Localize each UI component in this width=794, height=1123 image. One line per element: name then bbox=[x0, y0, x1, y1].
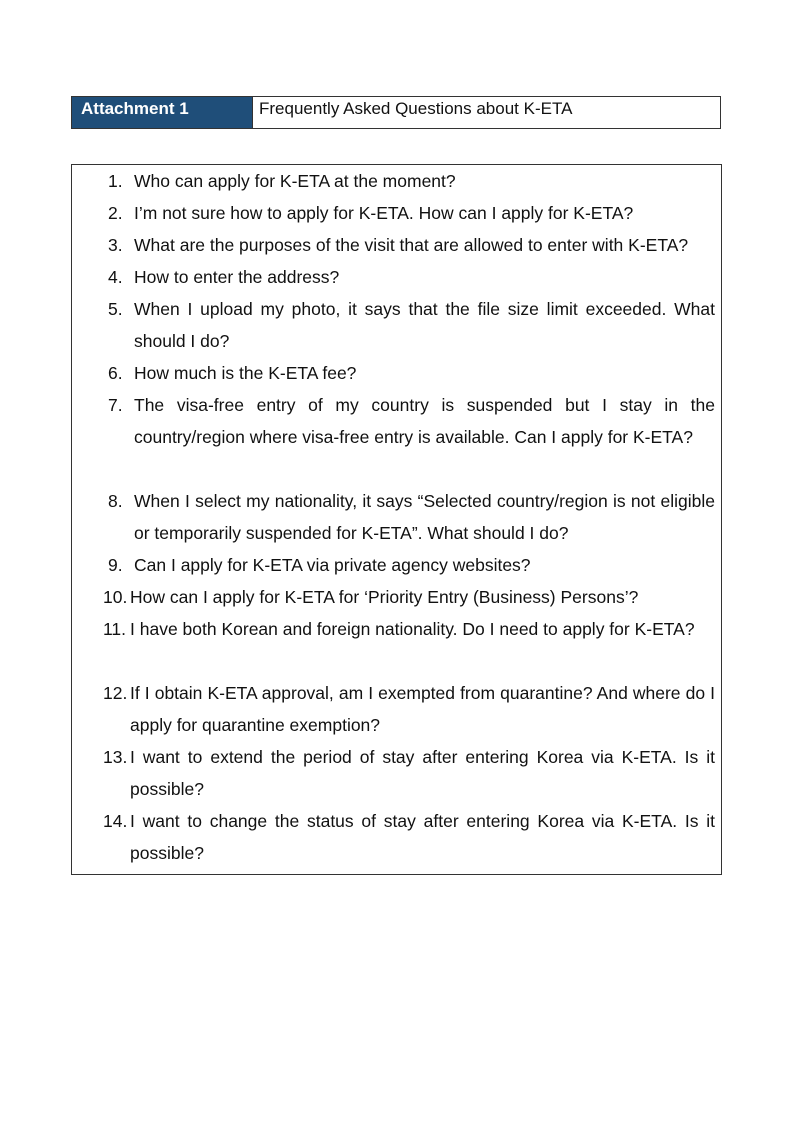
faq-number: 2. bbox=[108, 203, 123, 223]
faq-item-6 bbox=[72, 357, 721, 389]
faq-question: I have both Korean and foreign nationality. Do I need to apply for K-ETA? bbox=[130, 619, 695, 639]
faq-item-1 bbox=[72, 165, 721, 197]
faq-question: How to enter the address? bbox=[134, 267, 340, 287]
attachment-header bbox=[71, 96, 721, 129]
faq-number: 12. bbox=[103, 683, 128, 703]
faq-question: I want to extend the period of stay after entering Korea via K-ETA. Is it possible? bbox=[130, 747, 715, 799]
faq-number: 1. bbox=[108, 171, 123, 191]
faq-question: I’m not sure how to apply for K-ETA. How can I apply for K-ETA? bbox=[134, 203, 634, 223]
faq-item-10 bbox=[72, 581, 721, 613]
faq-item-14 bbox=[72, 805, 721, 869]
faq-number: 10. bbox=[103, 587, 128, 607]
faq-number: 13. bbox=[103, 747, 128, 767]
faq-question: When I upload my photo, it says that the file size limit exceeded. What should I do? bbox=[134, 299, 715, 351]
faq-item-13 bbox=[72, 741, 721, 805]
faq-number: 11. bbox=[103, 619, 127, 639]
faq-number: 6. bbox=[108, 363, 123, 383]
faq-item-11 bbox=[72, 613, 721, 645]
faq-item-2 bbox=[72, 197, 721, 229]
faq-question: What are the purposes of the visit that are allowed to enter with K-ETA? bbox=[134, 235, 689, 255]
faq-question: When I select my nationality, it says “Selected country/region is not eligible or temporarily suspended for K-ETA”. What should I do? bbox=[134, 491, 715, 543]
attachment-label: Attachment 1 bbox=[72, 97, 253, 128]
faq-item-7 bbox=[72, 389, 721, 453]
faq-item-3 bbox=[72, 229, 721, 261]
faq-question: If I obtain K-ETA approval, am I exempted from quarantine? And where do I apply for quarantine exemption? bbox=[130, 683, 715, 735]
faq-question: I want to change the status of stay after entering Korea via K-ETA. Is it possible? bbox=[130, 811, 715, 863]
faq-item-4 bbox=[72, 261, 721, 293]
faq-number: 8. bbox=[108, 491, 123, 511]
faq-number: 9. bbox=[108, 555, 123, 575]
faq-question: The visa-free entry of my country is suspended but I stay in the country/region where visa-free entry is available. Can I apply for K-ETA? bbox=[134, 395, 715, 447]
document-title: Frequently Asked Questions about K-ETA bbox=[259, 99, 573, 118]
faq-question: How can I apply for K-ETA for ‘Priority Entry (Business) Persons’? bbox=[130, 587, 639, 607]
faq-number: 5. bbox=[108, 299, 123, 319]
faq-number: 3. bbox=[108, 235, 123, 255]
faq-number: 14. bbox=[103, 811, 128, 831]
faq-number: 7. bbox=[108, 395, 123, 415]
faq-item-12 bbox=[72, 677, 721, 741]
faq-question: Can I apply for K-ETA via private agency websites? bbox=[134, 555, 531, 575]
faq-number: 4. bbox=[108, 267, 123, 287]
faq-item-5 bbox=[72, 293, 721, 357]
faq-question: How much is the K-ETA fee? bbox=[134, 363, 357, 383]
faq-question-box bbox=[71, 164, 722, 875]
faq-question: Who can apply for K-ETA at the moment? bbox=[134, 171, 456, 191]
faq-item-9 bbox=[72, 549, 721, 581]
faq-item-8 bbox=[72, 485, 721, 549]
